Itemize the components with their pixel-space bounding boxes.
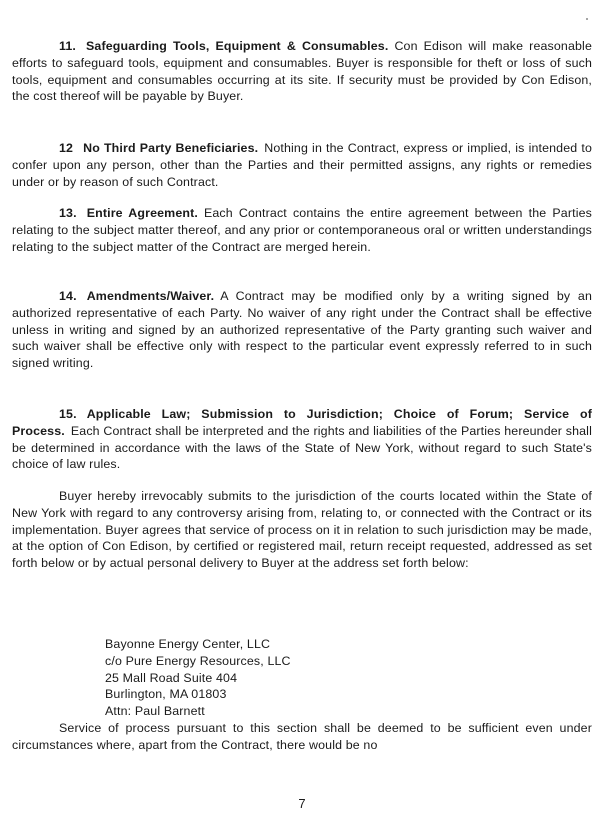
address-line: c/o Pure Energy Resources, LLC: [105, 653, 291, 668]
section-heading: Safeguarding Tools, Equipment & Consumables.: [86, 39, 389, 53]
service-paragraph: Service of process pursuant to this section shall be deemed to be sufficient even under circumstances where, apart from the Contract, there would be no: [12, 721, 592, 752]
section-15: [12, 406, 592, 473]
section-heading: Applicable Law; Submission to Jurisdiction; Choice of Forum; Service of Process.: [12, 407, 592, 438]
section-number: 15.: [59, 407, 77, 421]
section-body: Each Contract shall be interpreted and the rights and liabilities of the Parties hereunder shall be determined in accordance with the laws of the State of New York, without regard to such State's choice of law rules.: [12, 423, 592, 472]
section-number: 12: [59, 141, 74, 155]
section-heading: Entire Agreement.: [86, 206, 198, 220]
section-number: 13.: [59, 206, 77, 220]
address-line: Attn: Paul Barnett: [105, 704, 205, 719]
section-11: [12, 38, 592, 105]
submission-paragraph: Buyer hereby irrevocably submits to the jurisdiction of the courts located within the State of New York with regard to any controversy arising from, relating to, or connected with the Contract or its implementation. Buyer agrees that service of process on it in relation to such jurisdiction may be made, at the option of Con Edison, by certified or registered mail, return receipt requested, addressed as set forth below or by actual personal delivery to Buyer at the address set forth below:: [12, 489, 592, 571]
section-heading: Amendments/Waiver.: [86, 289, 215, 303]
section-14: [12, 288, 592, 372]
section-12: [12, 140, 592, 190]
page-number: 7: [298, 796, 306, 811]
section-body: Each Contract contains the entire agreement between the Parties relating to the subject matter thereof, and any prior or contemporaneous oral or written understandings relating to the subject matter of the Contract are merged herein.: [12, 206, 592, 254]
section-heading: No Third Party Beneficiaries.: [83, 141, 259, 155]
section-body: Nothing in the Contract, express or implied, is intended to confer upon any person, other than the Parties and their permitted assigns, any rights or remedies under or by reason of such Contract.: [12, 141, 592, 189]
section-number: 14.: [59, 289, 77, 303]
section-number: 11.: [59, 39, 76, 53]
section-13: [12, 205, 592, 255]
address-line: 25 Mall Road Suite 404: [105, 670, 238, 685]
section-body: A Contract may be modified only by a writing signed by an authorized representative of each Party. No waiver of any right under the Contract shall be effective unless in writing and signed by an authorized representative of the Party granting such waiver and such waiver shall be effective only with respect to the particular event expressly referred to in such signed writing.: [12, 289, 592, 371]
buyer-address-block: [105, 636, 291, 720]
address-line: Bayonne Energy Center, LLC: [105, 637, 271, 651]
scan-speck: [586, 18, 588, 20]
section-body: Con Edison will make reasonable efforts to safeguard tools, equipment and consumables. Buyer is responsible for theft or loss of such tools, equipment and consumables occurring at its site. If security must be provided by Con Edison, the cost thereof will be payable by Buyer.: [12, 39, 592, 104]
address-line: Burlington, MA 01803: [105, 687, 227, 702]
